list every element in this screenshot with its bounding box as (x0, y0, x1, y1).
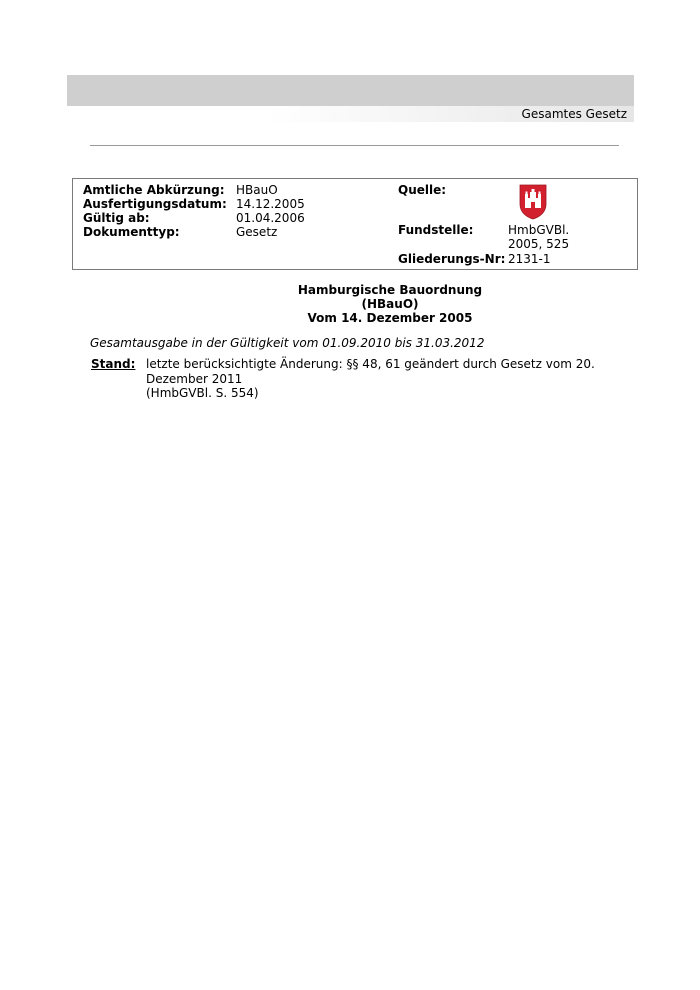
stand-text-line2: (HmbGVBl. S. 554) (146, 386, 259, 400)
hamburg-coat-of-arms-icon (519, 184, 547, 220)
meta-value-abkuerzung: HBauO (236, 183, 278, 197)
law-date: Vom 14. Dezember 2005 (307, 311, 473, 325)
meta-value-fundstelle-1: HmbGVBl. (508, 223, 570, 237)
meta-label-dokumenttyp: Dokumenttyp: (83, 225, 180, 239)
section-label: Gesamtes Gesetz (521, 107, 627, 121)
header-band (67, 75, 634, 106)
meta-label-abkuerzung: Amtliche Abkürzung: (83, 183, 225, 197)
validity-line: Gesamtausgabe in der Gültigkeit vom 01.09.2010 bis 31.03.2012 (90, 336, 485, 350)
meta-label-gliederung: Gliederungs-Nr: (398, 252, 506, 266)
meta-value-gliederung: 2131-1 (508, 252, 551, 266)
meta-value-gueltig: 01.04.2006 (236, 211, 305, 225)
stand-text-line1: letzte berücksichtigte Änderung: §§ 48, 61 geändert durch Gesetz vom 20. Dezember 2011 (146, 357, 595, 386)
law-title: Hamburgische Bauordnung (297, 283, 483, 297)
meta-label-quelle: Quelle: (398, 183, 447, 197)
stand-text (146, 357, 646, 401)
law-abbreviation: (HBauO) (361, 297, 419, 311)
meta-label-fundstelle: Fundstelle: (398, 223, 474, 237)
section-band (67, 106, 634, 122)
meta-value-fundstelle-2: 2005, 525 (508, 237, 570, 251)
divider (90, 145, 619, 146)
stand-label: Stand: (91, 357, 136, 371)
meta-value-dokumenttyp: Gesetz (236, 225, 278, 239)
meta-label-ausfertigung: Ausfertigungsdatum: (83, 197, 227, 211)
meta-label-gueltig: Gültig ab: (83, 211, 150, 225)
meta-value-ausfertigung: 14.12.2005 (236, 197, 305, 211)
